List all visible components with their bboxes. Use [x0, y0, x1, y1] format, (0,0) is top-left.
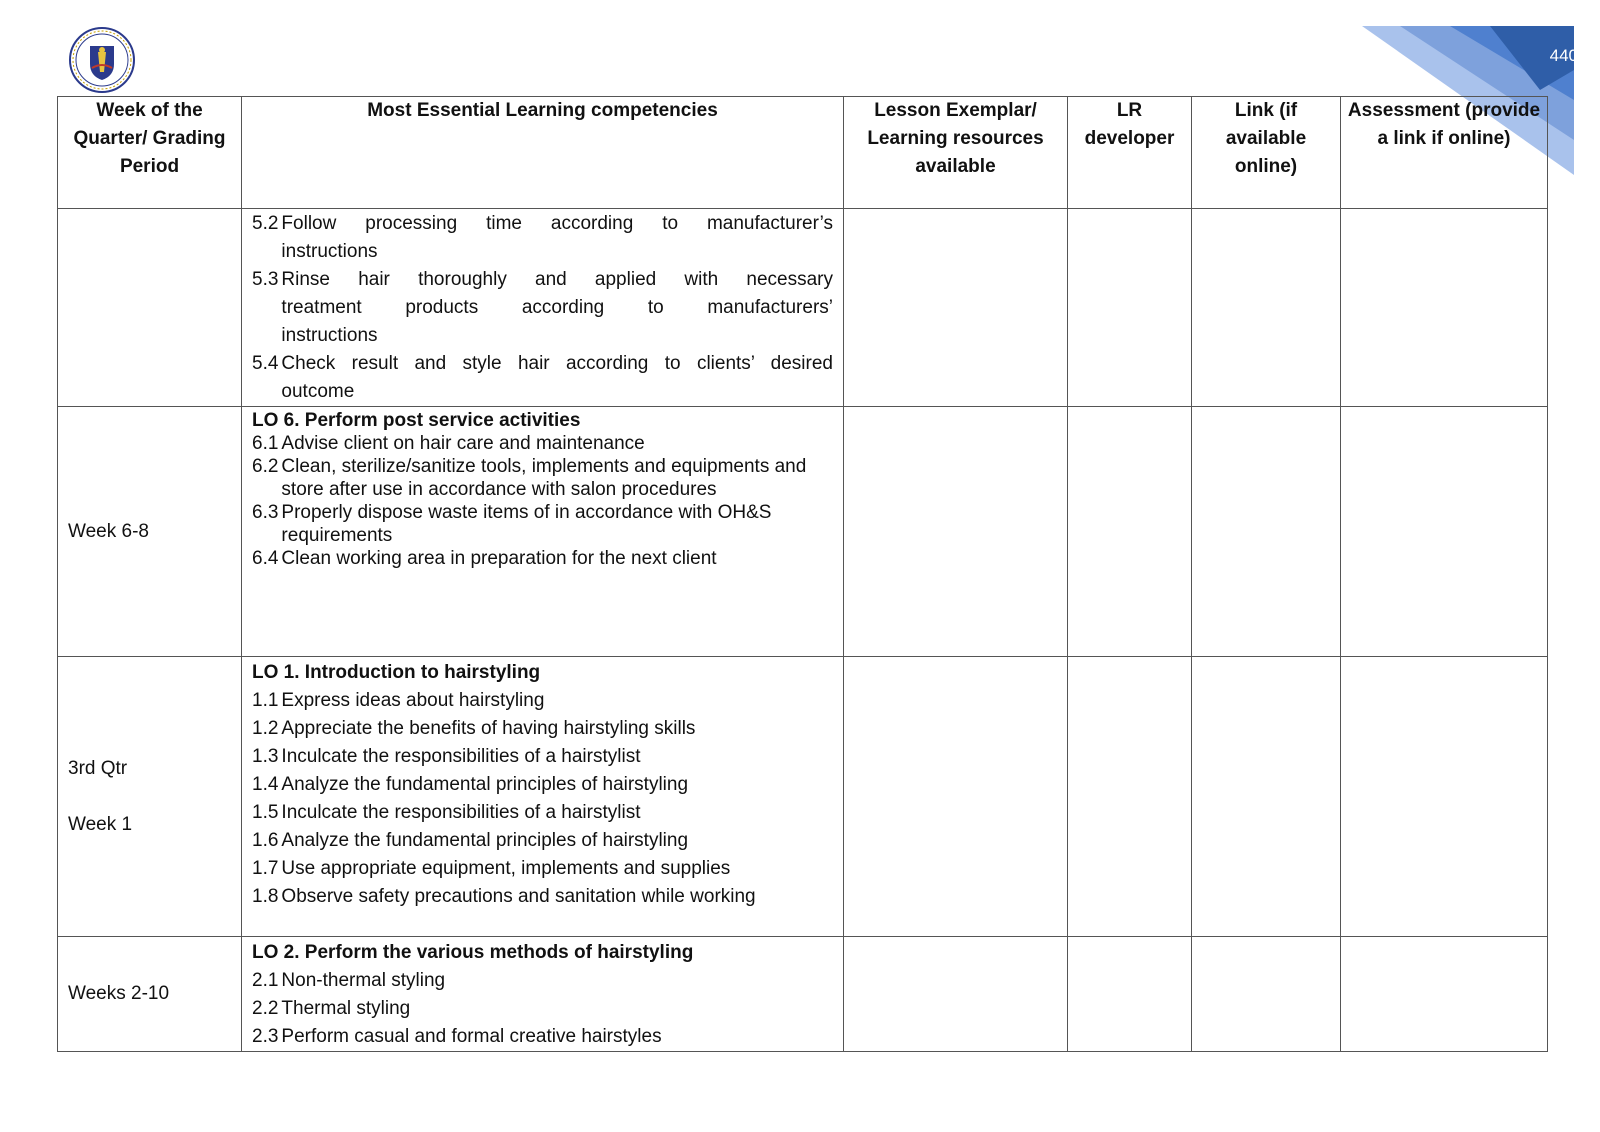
- item-number: 1.5: [252, 802, 279, 823]
- item-number: 1.7: [252, 858, 279, 879]
- week-cell: Week 6-8: [58, 407, 242, 657]
- item-text: Use appropriate equipment, implements and supplies: [281, 858, 731, 879]
- competencies-cell: [242, 407, 844, 657]
- week-cell: [58, 657, 242, 937]
- list-item-continuation: [252, 238, 833, 266]
- week-cell: Weeks 2-10: [58, 937, 242, 1052]
- list-item: [252, 501, 833, 547]
- item-text: Clean working area in preparation for the next client: [281, 548, 717, 569]
- list-item: [252, 967, 833, 995]
- item-number: 2.1: [252, 970, 279, 991]
- assessment-cell: [1341, 209, 1548, 407]
- lo-title: LO 2. Perform the various methods of hairstyling: [252, 942, 694, 963]
- item-number: 6.1: [252, 433, 279, 454]
- deped-seal-logo: [68, 26, 136, 94]
- competencies-cell: [242, 209, 844, 407]
- week-cell: [58, 209, 242, 407]
- table-row: [58, 407, 1548, 657]
- list-item: [252, 855, 833, 883]
- list-item: [252, 547, 833, 570]
- item-text: outcome: [281, 381, 355, 402]
- link-cell: [1192, 407, 1341, 657]
- item-number: 1.4: [252, 774, 279, 795]
- lesson-exemplar-cell: [844, 407, 1068, 657]
- list-item: [252, 883, 833, 911]
- quarter-label: 3rd Qtr: [68, 757, 128, 779]
- list-item: [252, 799, 833, 827]
- assessment-cell: [1341, 937, 1548, 1052]
- list-item-continuation: [252, 322, 833, 350]
- item-number: 1.8: [252, 886, 279, 907]
- list-item: [252, 455, 833, 501]
- week-label: Week 1: [68, 813, 133, 835]
- item-text: Advise client on hair care and maintenance: [281, 433, 645, 454]
- page-number: 440: [1549, 46, 1578, 65]
- item-text: Appreciate the benefits of having hairstyling skills: [281, 718, 696, 739]
- list-item: [252, 1023, 833, 1051]
- lesson-exemplar-cell: [844, 209, 1068, 407]
- item-text: Non-thermal styling: [281, 970, 446, 991]
- item-number: 6.2: [252, 456, 279, 477]
- list-item-continuation: [252, 294, 833, 322]
- assessment-cell: [1341, 407, 1548, 657]
- item-text: Observe safety precautions and sanitation while working: [281, 886, 756, 907]
- curriculum-table: [57, 96, 1548, 1052]
- item-text: Analyze the fundamental principles of hairstyling: [281, 830, 689, 851]
- item-text: instructions: [281, 241, 378, 262]
- item-number: 5.2: [252, 213, 279, 234]
- item-number: 5.3: [252, 269, 279, 290]
- item-number: 5.4: [252, 353, 279, 374]
- lo-title: LO 6. Perform post service activities: [252, 410, 581, 431]
- link-cell: [1192, 937, 1341, 1052]
- list-item: [252, 995, 833, 1023]
- lr-developer-cell: [1068, 657, 1192, 937]
- item-text: Properly dispose waste items of in accordance with OH&S requirements: [281, 502, 772, 546]
- item-number: 1.1: [252, 690, 279, 711]
- competencies-cell: [242, 657, 844, 937]
- list-item-continuation: [252, 378, 833, 406]
- lesson-exemplar-cell: [844, 657, 1068, 937]
- table-header-row: [58, 97, 1548, 209]
- assessment-cell: [1341, 657, 1548, 937]
- lesson-exemplar-cell: [844, 937, 1068, 1052]
- header-lesson-exemplar: Lesson Exemplar/ Learning resources available: [844, 97, 1068, 209]
- item-text: Express ideas about hairstyling: [281, 690, 545, 711]
- item-text: Inculcate the responsibilities of a hairstylist: [281, 802, 641, 823]
- table-row: [58, 937, 1548, 1052]
- list-item: [252, 771, 833, 799]
- list-item: [252, 350, 833, 378]
- item-text: Clean, sterilize/sanitize tools, implements and equipments and store after use in accordance with salon procedures: [281, 456, 807, 500]
- competencies-cell: [242, 937, 844, 1052]
- lr-developer-cell: [1068, 937, 1192, 1052]
- lr-developer-cell: [1068, 407, 1192, 657]
- list-item: [252, 432, 833, 455]
- header-lr-developer: LR developer: [1068, 97, 1192, 209]
- item-number: 1.2: [252, 718, 279, 739]
- item-text: Inculcate the responsibilities of a hairstylist: [281, 746, 641, 767]
- table-row: [58, 657, 1548, 937]
- header-competencies: Most Essential Learning competencies: [242, 97, 844, 209]
- item-text: Perform casual and formal creative hairstyles: [281, 1026, 662, 1047]
- header-week: Week of the Quarter/ Grading Period: [58, 97, 242, 209]
- item-text: Rinse hair thoroughly and applied with necessary: [281, 269, 833, 290]
- item-text: Check result and style hair according to clients’ desired: [281, 353, 833, 374]
- list-item: [252, 715, 833, 743]
- item-number: 1.3: [252, 746, 279, 767]
- list-item: [252, 827, 833, 855]
- item-number: 6.4: [252, 548, 279, 569]
- item-number: 2.3: [252, 1026, 279, 1047]
- link-cell: [1192, 209, 1341, 407]
- item-text: Follow processing time according to manufacturer’s: [281, 213, 833, 234]
- list-item: [252, 266, 833, 294]
- item-number: 6.3: [252, 502, 279, 523]
- list-item: [252, 687, 833, 715]
- item-text: instructions: [281, 325, 378, 346]
- table-row: [58, 209, 1548, 407]
- item-text: treatment products according to manufacturers’: [281, 297, 833, 318]
- link-cell: [1192, 657, 1341, 937]
- item-text: Thermal styling: [281, 998, 411, 1019]
- item-text: Analyze the fundamental principles of hairstyling: [281, 774, 689, 795]
- item-number: 2.2: [252, 998, 279, 1019]
- list-item: [252, 210, 833, 238]
- lo-title: LO 1. Introduction to hairstyling: [252, 662, 541, 683]
- list-item: [252, 743, 833, 771]
- item-number: 1.6: [252, 830, 279, 851]
- header-assessment: Assessment (provide a link if online): [1341, 97, 1548, 209]
- header-link: Link (if available online): [1192, 97, 1341, 209]
- lr-developer-cell: [1068, 209, 1192, 407]
